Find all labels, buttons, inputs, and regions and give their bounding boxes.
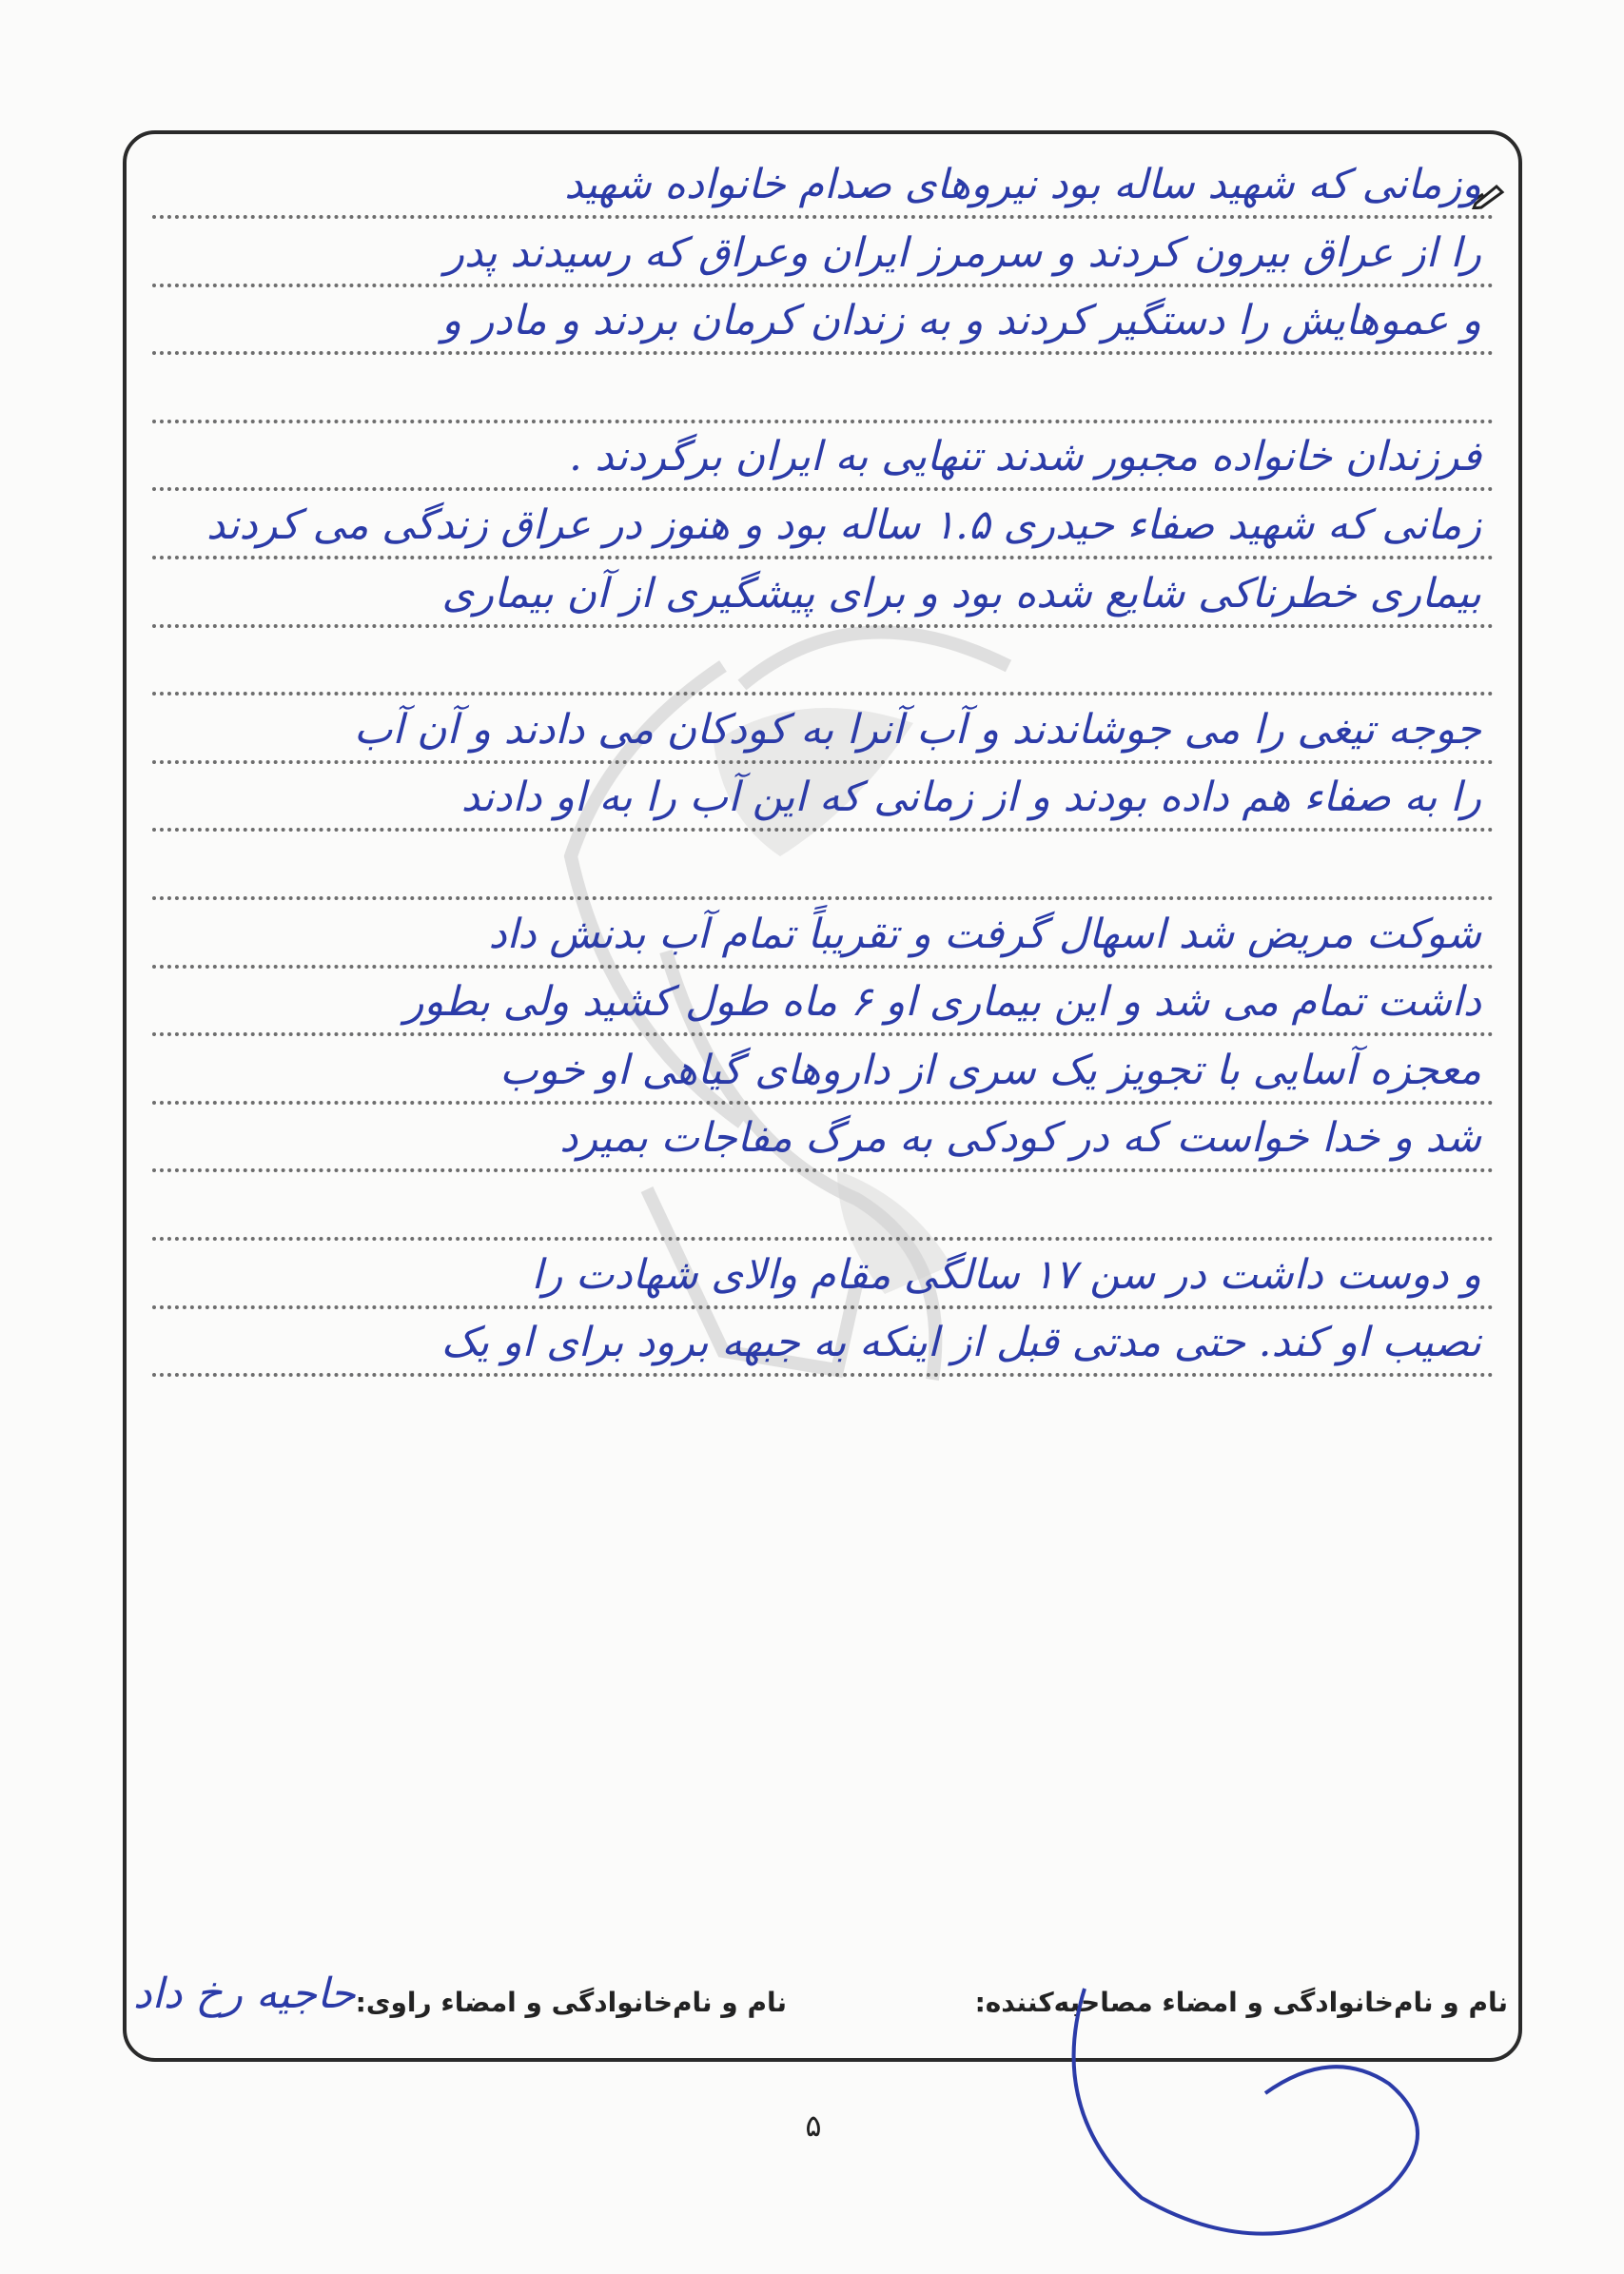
- handwritten-line: شد و خدا خواست که در کودکی به مرگ مفاجات بمیرد: [559, 1114, 1481, 1162]
- ruled-line: [152, 215, 1494, 219]
- handwritten-line: داشت تمام می شد و این بیماری او ۶ ماه طول کشید ولی بطور: [403, 978, 1481, 1026]
- handwritten-line: و دوست داشت در سن ۱۷ سالگی مقام والای شهادت را: [531, 1251, 1481, 1299]
- page-number: ۵: [805, 2107, 822, 2144]
- handwritten-line: معجزه آسایی با تجویز یک سری از داروهای گیاهی او خوب: [499, 1047, 1481, 1094]
- ruled-line: [152, 487, 1494, 491]
- ruled-line: [152, 965, 1494, 969]
- narrator-signature: حاجیه رخ داد: [133, 1970, 356, 2018]
- ruled-line: [152, 1373, 1494, 1377]
- handwritten-line: و عموهایش را دستگیر کردند و به زندان کرمان بردند و مادر و: [441, 297, 1481, 344]
- ruled-line: [152, 284, 1494, 287]
- handwritten-line: فرزندان خانواده مجبور شدند تنهایی به ایران برگردند .: [569, 433, 1481, 480]
- handwritten-line: شوکت مریض شد اسهال گرفت و تقریباً تمام آب بدنش داد: [488, 911, 1481, 958]
- ruled-line: [152, 556, 1494, 559]
- handwritten-line: را به صفاء هم داده بودند و از زمانی که این آب را به او دادند: [460, 774, 1481, 821]
- interviewer-signature-label: نام و نام‌خانوادگی و امضاء مصاحبه‌کننده:: [974, 1987, 1508, 2018]
- ruled-line: [152, 420, 1494, 423]
- ruled-line: [152, 1237, 1494, 1241]
- ruled-line: [152, 351, 1494, 355]
- ruled-line: [152, 1101, 1494, 1105]
- handwritten-line: وزمانی که شهید ساله بود نیروهای صدام خانواده شهید: [564, 161, 1481, 208]
- handwritten-line: بیماری خطرناکی شایع شده بود و برای پیشگیری از آن بیماری: [441, 570, 1481, 618]
- ruled-line: [152, 624, 1494, 628]
- ruled-line: [152, 828, 1494, 832]
- interviewer-signature-mark: [1027, 1970, 1446, 2255]
- ruled-line: [152, 896, 1494, 900]
- narrator-signature-label: نام و نام‌خانوادگی و امضاء راوی:: [355, 1987, 787, 2018]
- handwritten-line: جوجه تیغی را می جوشاندند و آب آنرا به کودکان می دادند و آن آب: [353, 706, 1481, 754]
- ruled-line: [152, 692, 1494, 696]
- ruled-line: [152, 1032, 1494, 1036]
- handwritten-line: زمانی که شهید صفاء حیدری ۱.۵ ساله بود و هنوز در عراق زندگی می کردند: [206, 501, 1481, 549]
- ruled-line: [152, 1168, 1494, 1172]
- handwritten-line: را از عراق بیرون کردند و سرمرز ایران وعراق که رسیدند پدر: [444, 229, 1481, 277]
- handwritten-line: نصیب او کند. حتی مدتی قبل از اینکه به جبهه برود برای او یک: [440, 1319, 1481, 1366]
- ruled-line: [152, 760, 1494, 764]
- ruled-line: [152, 1305, 1494, 1309]
